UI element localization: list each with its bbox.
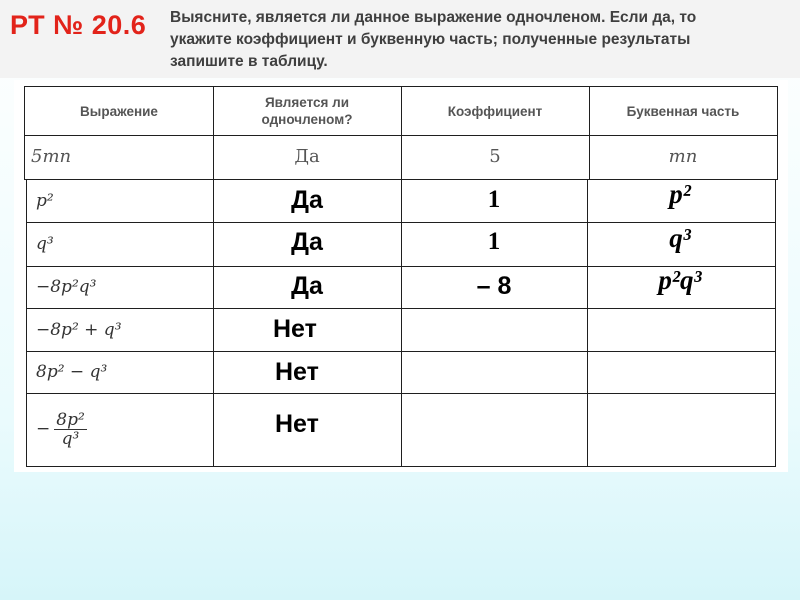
row3-expression: −8p²q³ [36,277,97,297]
task-line: Выясните, является ли данное выражение одночленом. Если да, то [170,9,697,26]
row2-coefficient: 1 [487,228,501,255]
example-expression: 5mn [31,146,72,167]
printed-header-grid [24,86,778,180]
fraction-sign: − [36,419,51,439]
row2-is-monomial: Да [291,227,323,256]
row4-coefficient [401,308,587,351]
row4-letter-part [587,308,773,351]
task-line: укажите коэффициент и буквенную часть; полученные результаты [170,31,691,48]
row6-letter-part [587,393,773,465]
row2-expression: q³ [36,234,54,254]
task-number: РТ № 20.6 [10,10,147,40]
row4-is-monomial: Нет [273,315,317,343]
answer-grid [26,179,776,467]
row4-expression: −8p² + q³ [36,319,122,340]
task-text [170,7,792,73]
row6-is-monomial: Нет [275,409,319,438]
task-line: запишите в таблицу. [170,53,328,70]
header-coefficient: Коэффициент [447,103,543,119]
row3-letter-part: p²q³ [658,264,702,295]
row1-letter-part: p² [669,178,691,209]
header-letter-part: Буквенная часть [626,103,740,119]
row2-letter-part: q³ [669,222,691,253]
header-expression: Выражение [80,103,158,119]
header-is-monomial: Является ли одночленом? [261,95,353,127]
row6-coefficient [401,393,587,465]
row5-letter-part [587,351,773,393]
row1-expression: p² [36,191,54,211]
row5-expression: 8p² − q³ [36,362,108,382]
example-is-monomial: Да [294,146,320,167]
row3-is-monomial: Да [291,271,323,300]
row1-coefficient: 1 [487,186,501,213]
row6-expression [27,393,222,465]
row1-is-monomial: Да [291,185,323,214]
fraction [54,411,87,448]
example-coefficient: 5 [489,146,501,167]
row5-coefficient [401,351,587,393]
fraction-denominator: q³ [61,428,80,449]
row5-is-monomial: Нет [275,357,319,386]
row3-coefficient: – 8 [476,271,512,300]
example-letter-part: mn [668,146,698,167]
table-sheet [14,80,788,472]
task-header [0,0,800,78]
fraction-numerator: 8p² [56,409,85,430]
